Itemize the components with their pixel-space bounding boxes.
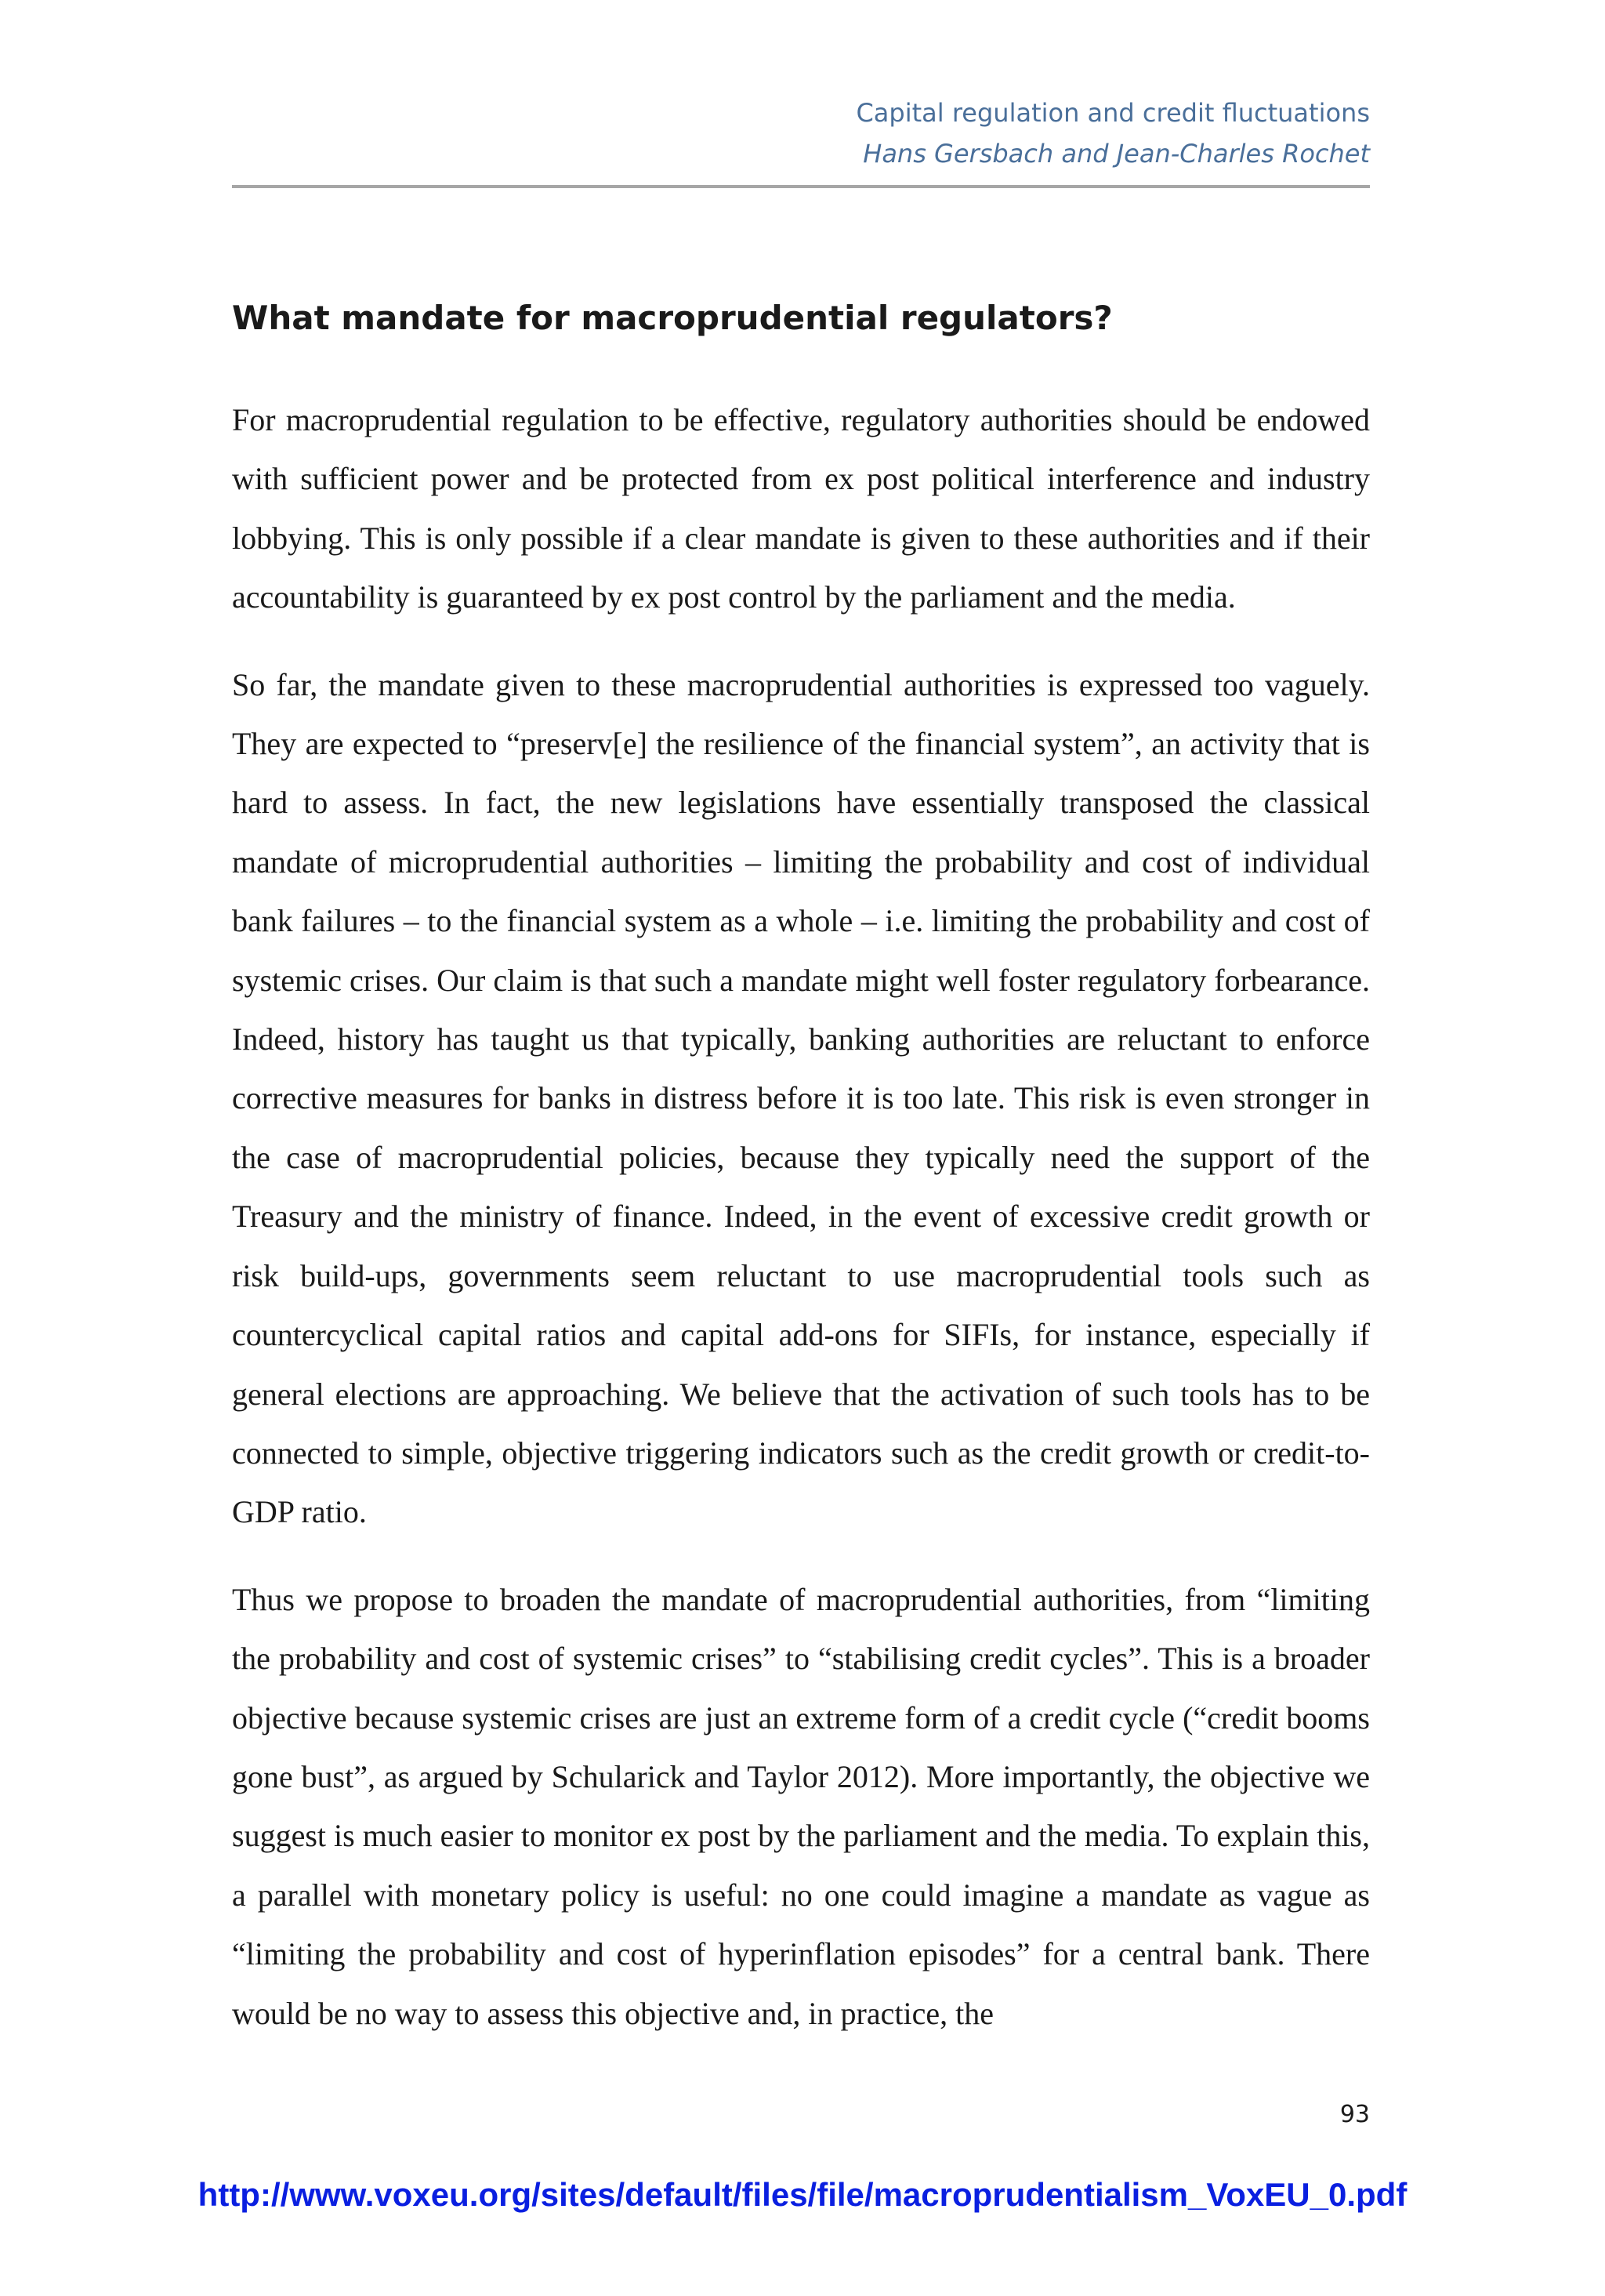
section-heading: What mandate for macroprudential regulators? — [232, 299, 1113, 337]
body-text — [232, 390, 1370, 2071]
paragraph-2: So far, the mandate given to these macroprudential authorities is expressed too vaguely. They are expected to “preserv[e] the resilience of the financial system”, an activity that is hard to assess. In fact, the new legislations have essentially transposed the classical mandate of microprudential authorities – limiting the probability and cost of individual bank failures – to the financial system as a whole – i.e. limiting the probability and cost of systemic crises. Our claim is that such a mandate might well foster regulatory forbearance. Indeed, history has taught us that typically, banking authorities are reluctant to enforce corrective measures for banks in distress before it is too late. This risk is even stronger in the case of macroprudential policies, because they typically need the support of the Treasury and the ministry of finance. Indeed, in the event of excessive credit growth or risk build-ups, governments seem reluctant to use macroprudential tools such as countercyclical capital ratios and capital add-ons for SIFIs, for instance, especially if general elections are approaching. We believe that the activation of such tools has to be connected to simple, objective triggering indicators such as the credit growth or credit-to-GDP ratio. — [232, 666, 1370, 1530]
paragraph-3: Thus we propose to broaden the mandate of macroprudential authorities, from “limiting the probability and cost of systemic crises” to “stabilising credit cycles”. This is a broader objective because systemic crises are just an extreme form of a credit cycle (“credit booms gone bust”, as argued by Schularick and Taylor 2012). More importantly, the objective we suggest is much easier to monitor ex post by the parliament and the media. To explain this, a parallel with monetary policy is useful: no one could imagine a mandate as vague as “limiting the probability and cost of hyperinflation episodes” for a central bank. There would be no way to assess this objective and, in practice, the — [232, 1581, 1370, 2031]
source-url-link[interactable]: http://www.voxeu.org/sites/default/files/file/macroprudentialism_VoxEU_0.pdf — [197, 2176, 1408, 2213]
page-number: 93 — [1339, 2101, 1370, 2128]
running-header-authors: Hans Gersbach and Jean-Charles Rochet — [863, 139, 1370, 169]
running-header-title: Capital regulation and credit fluctuations — [856, 98, 1370, 128]
header-divider — [232, 185, 1370, 188]
running-header — [232, 92, 1370, 174]
paragraph-1: For macroprudential regulation to be effective, regulatory authorities should be endowed with sufficient power and be protected from ex post political interference and industry lobbying. This is only possible if a clear mandate is given to these authorities and if their accountability is guaranteed by ex post control by the parliament and the media. — [232, 402, 1370, 615]
